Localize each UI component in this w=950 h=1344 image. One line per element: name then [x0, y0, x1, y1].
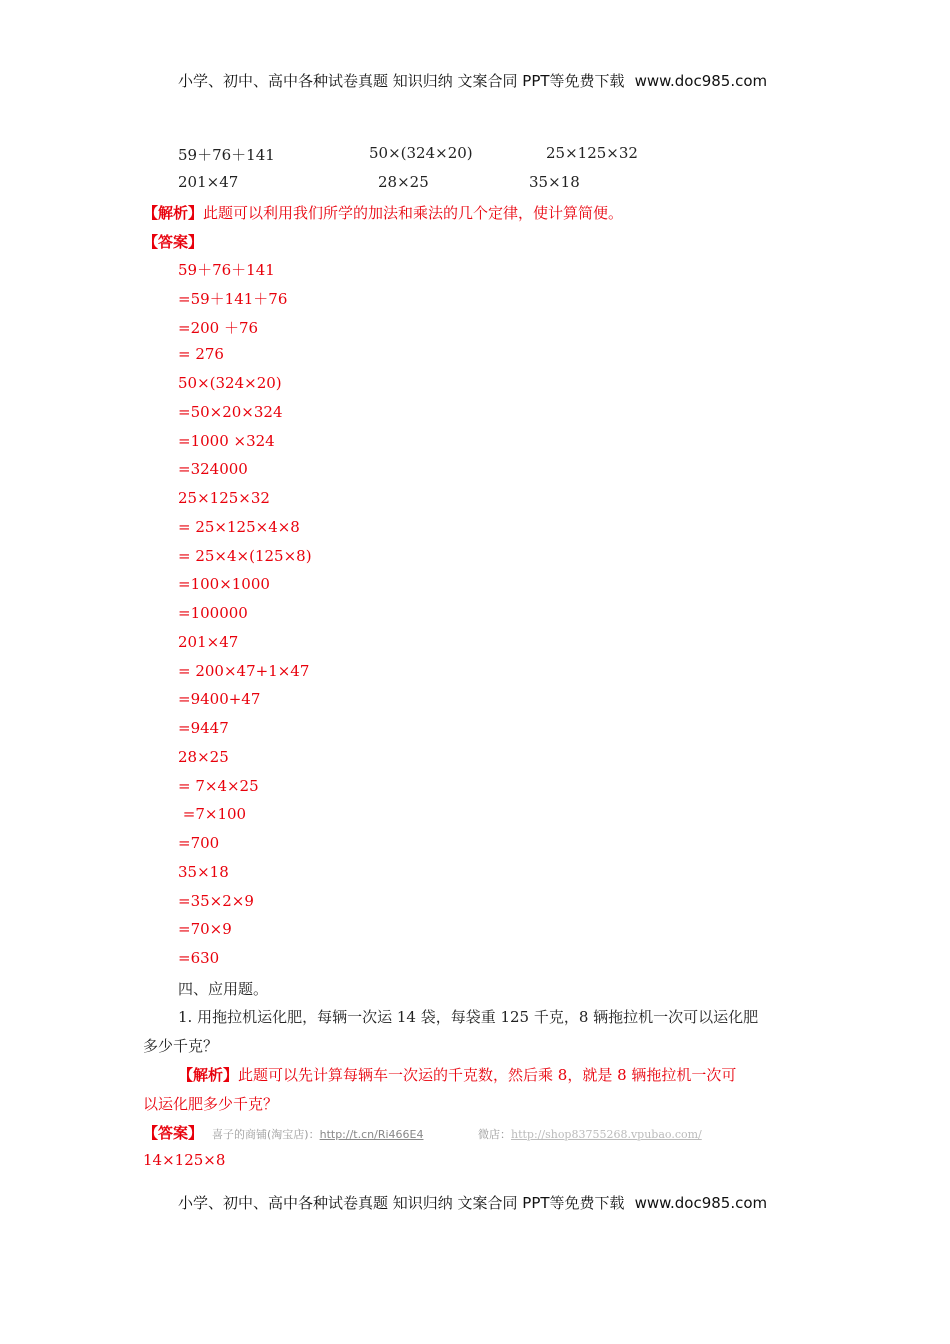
solution-line: =1000 ×324	[178, 431, 275, 450]
solution-line: 25×125×32	[178, 489, 270, 507]
footer-text: 小学、初中、高中各种试卷真题 知识归纳 文案合同 PPT等免费下载	[178, 1194, 625, 1212]
solution-line: = 276	[178, 345, 224, 364]
solution-line: =630	[178, 949, 220, 967]
solution-line: =100000	[178, 604, 248, 622]
page-header	[178, 70, 767, 91]
watermark-link-1[interactable]: http://t.cn/Ri466E4	[319, 1128, 424, 1141]
solution-line: 35×18	[178, 862, 229, 881]
question-line-2: 多少千克？	[143, 1037, 219, 1055]
watermark-link-2[interactable]: http://shop83755268.vpubao.com/	[511, 1128, 702, 1141]
analysis-2-tag: 【解析】	[178, 1066, 239, 1084]
solution-line: =35×2×9	[178, 891, 254, 910]
solution-line: =9400+47	[178, 690, 261, 709]
watermark-shop	[212, 1126, 423, 1142]
solution-line: =700	[178, 834, 220, 852]
analysis-tag: 【解析】	[143, 204, 204, 222]
solution-line: = 200×47+1×47	[178, 661, 310, 680]
problem-4: 201×47	[178, 173, 239, 191]
solution-line: =59＋141＋76	[178, 289, 288, 308]
answer-tag: 【答案】	[143, 233, 204, 251]
header-text: 小学、初中、高中各种试卷真题 知识归纳 文案合同 PPT等免费下载	[178, 72, 625, 90]
solution-line: =50×20×324	[178, 402, 283, 421]
solution-line: 50×(324×20)	[178, 374, 282, 392]
footer-site-link[interactable]: www.doc985.com	[634, 1194, 768, 1212]
problem-3: 25×125×32	[546, 144, 638, 162]
analysis-2-line-1: 此题可以先计算每辆车一次运的千克数，然后乘 8，就是 8 辆拖拉机一次可	[238, 1066, 737, 1084]
analysis-1	[143, 202, 623, 223]
solution-line: 201×47	[178, 632, 239, 651]
solution-line: =324000	[178, 460, 248, 479]
question-line-1: 1. 用拖拉机运化肥，每辆一次运 14 袋，每袋重 125 千克，8 辆拖拉机一次可以运化肥	[178, 1008, 759, 1026]
solution-line: =100×1000	[178, 575, 270, 594]
analysis-2	[178, 1064, 736, 1085]
header-site-link[interactable]: www.doc985.com	[634, 72, 768, 90]
final-answer: 14×125×8	[143, 1151, 226, 1169]
solution-line: =70×9	[178, 920, 232, 939]
watermark-shop-label: 喜子的商铺(淘宝店)：	[212, 1128, 320, 1141]
analysis-text: 此题可以利用我们所学的加法和乘法的几个定律，使计算简便。	[203, 204, 624, 222]
solution-line: 59＋76＋141	[178, 261, 275, 279]
page-footer	[178, 1192, 767, 1213]
section-heading: 四、应用题。	[178, 980, 269, 998]
analysis-2-line-2: 以运化肥多少千克？	[143, 1095, 279, 1113]
solution-line: = 25×125×4×8	[178, 517, 300, 536]
solution-line: = 25×4×(125×8)	[178, 546, 312, 565]
solution-line: 28×25	[178, 747, 229, 766]
problem-5: 28×25	[378, 173, 429, 191]
solution-line: =200 ＋76	[178, 318, 259, 337]
solution-line: =7×100	[178, 805, 247, 824]
watermark-wechat-label: 微店：	[478, 1128, 511, 1141]
solution-line: =9447	[178, 719, 229, 737]
solution-line: = 7×4×25	[178, 776, 259, 795]
problem-1: 59＋76＋141	[178, 146, 275, 164]
problem-2: 50×(324×20)	[369, 144, 473, 162]
watermark-wechat	[478, 1126, 702, 1142]
answer-tag-2: 【答案】	[143, 1124, 204, 1142]
problem-6: 35×18	[529, 173, 580, 191]
